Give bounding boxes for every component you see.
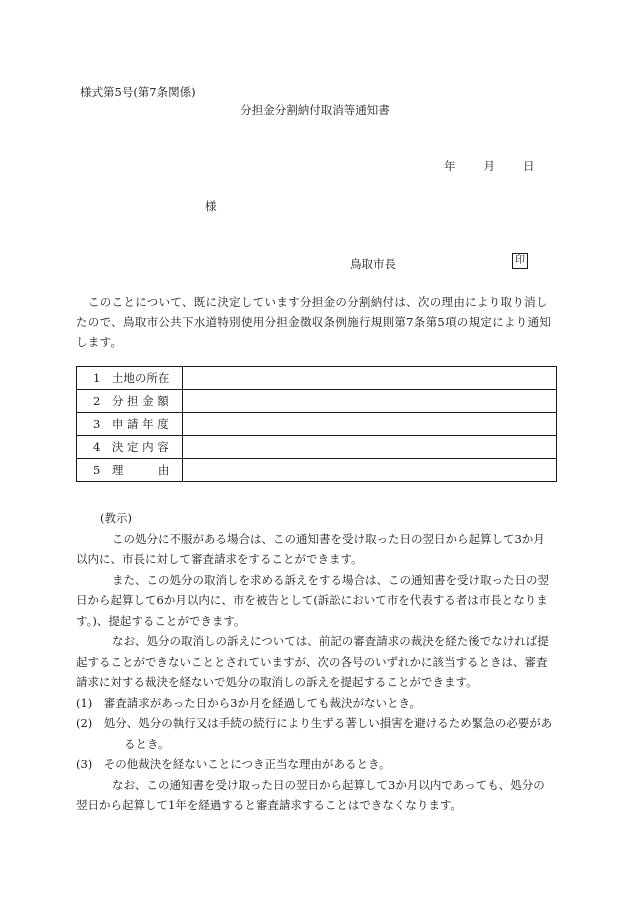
row-label-year: 3 申 請 年 度: [77, 413, 183, 436]
date-line: [444, 158, 535, 174]
notice-item-2: (2) 処分、処分の執行又は手続の続行により生ずる著しい損害を避けるため緊急の必要があるとき。: [76, 716, 553, 751]
row-value-land: [183, 367, 557, 390]
date-year: 年: [444, 159, 456, 173]
row-value-decision: [183, 436, 557, 459]
seal-mark: 印: [512, 253, 528, 269]
row-value-reason: [183, 459, 557, 482]
form-number: 様式第5号(第7条関係): [80, 85, 196, 99]
notification-body: このことについて、既に決定しています分担金の分割納付は、次の理由により取り消したので、鳥取市公共下水道特別使用分担金徴収条例施行規則第7条第5項の規定により通知します。: [76, 295, 552, 349]
issuer-name: 鳥取市長: [350, 257, 396, 271]
notice-paragraph-1: この処分に不服がある場合は、この通知書を受け取った日の翌日から起算して3か月以内に、市長に対して審査請求をすることができます。: [76, 531, 545, 566]
row-label-decision: 4 決 定 内 容: [77, 436, 183, 459]
table-row: [77, 436, 557, 459]
notice-paragraph-2: また、この処分の取消しを求める訴えをする場合は、この通知書を受け取った日の翌日から起算して6か月以内に、市を被告として(訴訟において市を代表する者は市長となります。)、提起することができます。: [76, 572, 549, 628]
row-label-amount: 2 分 担 金 額: [77, 390, 183, 413]
document-title: 分担金分割納付取消等通知書: [240, 103, 390, 117]
row-label-land: 1 土地の所在: [77, 367, 183, 390]
table-row: [77, 390, 557, 413]
row-label-reason: 5 理 由: [77, 459, 183, 482]
appeal-notice: [76, 508, 556, 816]
notice-heading: (教示): [100, 511, 132, 525]
date-month: 月: [483, 159, 495, 173]
notice-item-1: (1) 審査請求があった日から3か月を経過しても裁決がないとき。: [76, 695, 422, 710]
row-value-year: [183, 413, 557, 436]
table-row: [77, 459, 557, 482]
addressee-suffix: 様: [205, 199, 217, 213]
table-row: [77, 413, 557, 436]
notice-item-3: (3) その他裁決を経ないことにつき正当な理由があるとき。: [76, 757, 391, 771]
info-table: [76, 366, 557, 482]
row-value-amount: [183, 390, 557, 413]
table-row: [77, 367, 557, 390]
date-day: 日: [523, 159, 535, 173]
notice-paragraph-3: なお、処分の取消しの訴えについては、前記の審査請求の裁決を経た後でなければ提起することができないこととされていますが、次の各号のいずれかに該当するときは、審査請求に対する裁決を経ないで処分の取消しの訴えを提起することができます。: [76, 634, 549, 689]
notice-paragraph-4: なお、この通知書を受け取った日の翌日から起算して3か月以内であっても、処分の翌日から起算して1年を経過すると審査請求することはできなくなります。: [76, 777, 545, 812]
